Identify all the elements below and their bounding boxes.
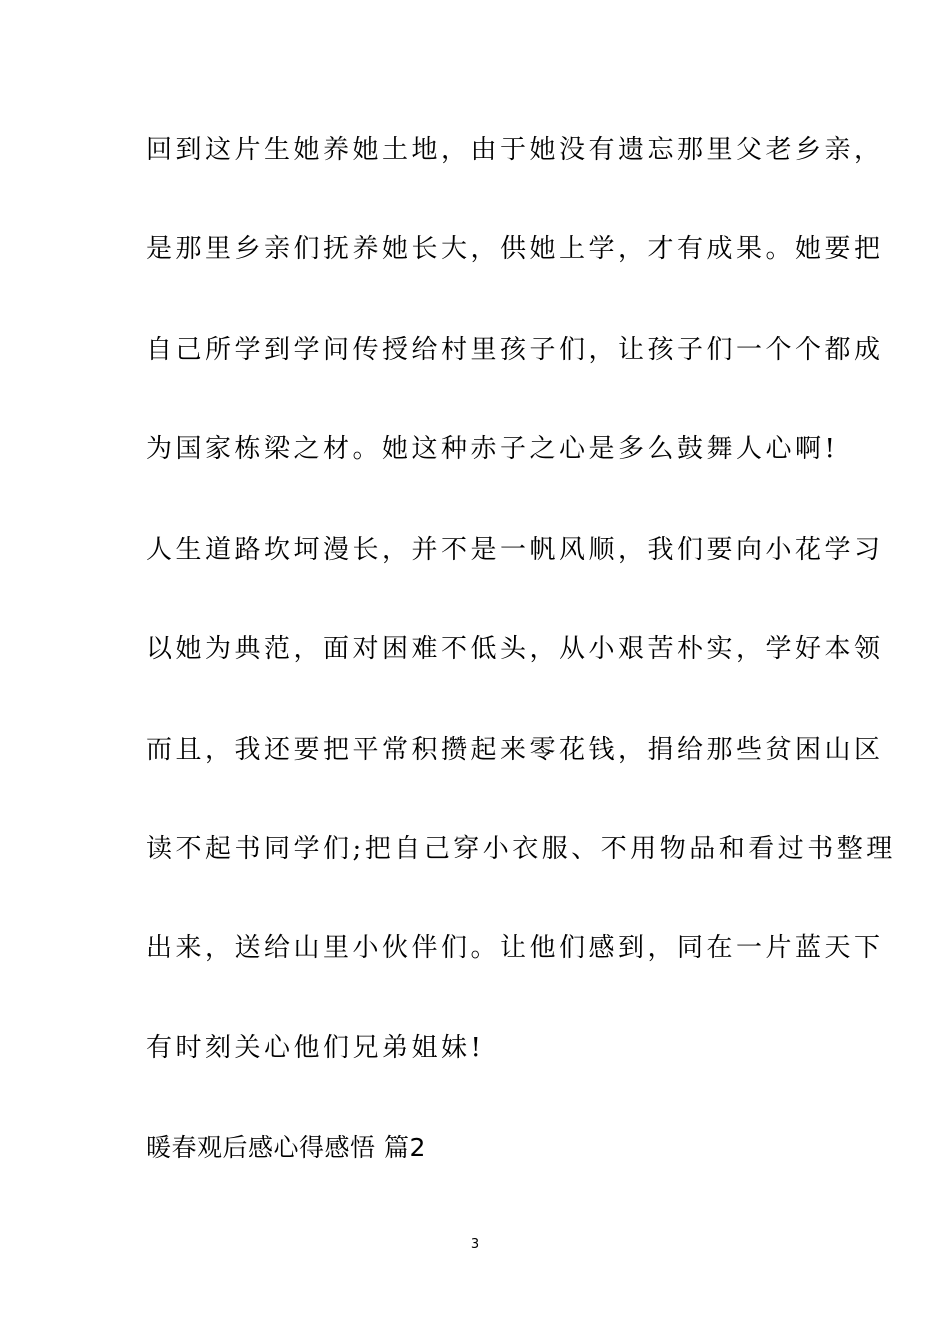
body-text-line: 自己所学到学问传授给村里孩子们，让孩子们一个个都成	[146, 335, 884, 365]
body-text-line: 出来，送给山里小伙伴们。让他们感到，同在一片蓝天下	[146, 933, 884, 963]
body-text-line: 回到这片生她养她土地，由于她没有遗忘那里父老乡亲，	[146, 135, 884, 165]
section-heading: 暖春观后感心得感悟 篇2	[146, 1133, 426, 1162]
page-number: 3	[470, 1237, 480, 1252]
body-text-line: 有时刻关心他们兄弟姐妹!	[146, 1033, 485, 1063]
body-text-line: 而且，我还要把平常积攒起来零花钱，捐给那些贫困山区	[146, 735, 884, 765]
body-text-line: 以她为典范，面对困难不低头，从小艰苦朴实，学好本领	[146, 634, 884, 664]
body-text-line: 人生道路坎坷漫长，并不是一帆风顺，我们要向小花学习	[146, 535, 884, 565]
body-text-line: 为国家栋梁之材。她这种赤子之心是多么鼓舞人心啊!	[146, 434, 839, 464]
body-text-line: 是那里乡亲们抚养她长大，供她上学，才有成果。她要把	[146, 234, 884, 264]
body-text-line: 读不起书同学们;把自己穿小衣服、不用物品和看过书整理	[146, 834, 896, 864]
